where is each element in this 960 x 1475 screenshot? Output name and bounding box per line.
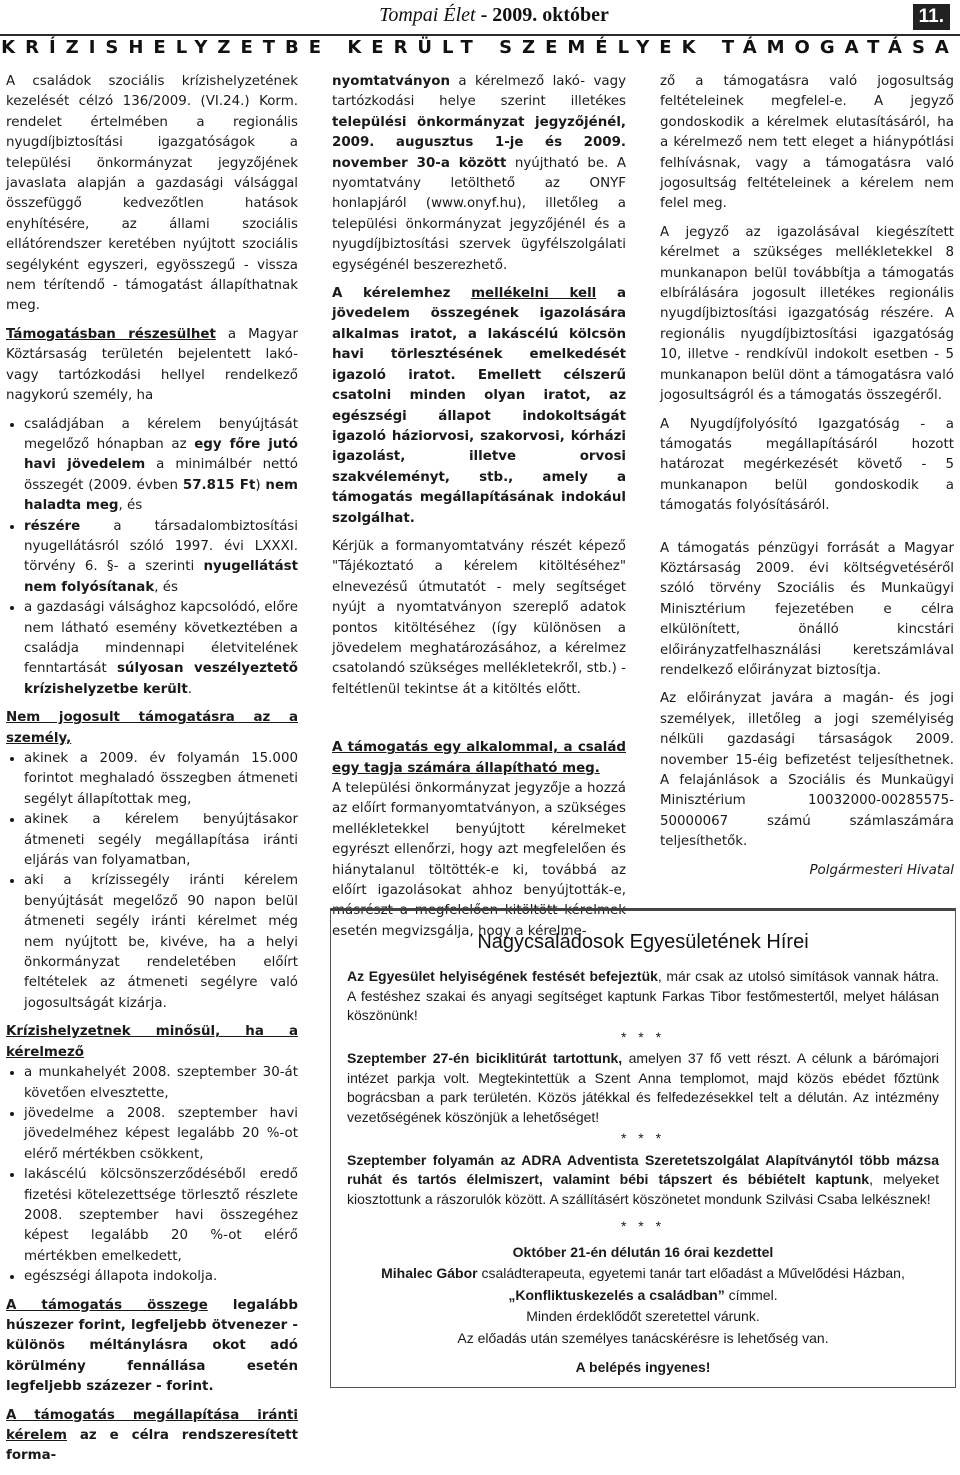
request-paragraph [6, 1406, 298, 1467]
text-span: részére [24, 518, 81, 534]
text-span: családjában a kérelem benyújtását megelőző hónapban az [24, 416, 298, 452]
news-item [347, 1049, 939, 1127]
eligibility-heading: Támogatásban részesülhet [6, 326, 216, 342]
page-header [0, 0, 960, 64]
list-item: • akinek a 2009. év folyamán 15.000 forintot meghaladó összegben átmeneti segélyt állapítottak meg, [24, 749, 298, 810]
text-span: nem haladta meg [24, 477, 298, 514]
text-span: a kérelmező lakó- vagy tartózkodási helye szerint illetékes [332, 74, 626, 110]
column-2 [332, 72, 626, 950]
publication-name: Tompai Élet [379, 4, 476, 26]
news-item [347, 967, 939, 1026]
not-eligible-heading: Nem jogosult támogatásra az a személy, [6, 710, 298, 746]
amount-paragraph [6, 1296, 298, 1398]
text-span: „Konfliktuskezelés a családban” [508, 1286, 725, 1303]
separator: * * * [620, 1218, 666, 1234]
text-span: Mihalec Gábor [381, 1265, 478, 1281]
text-span: a társadalombiztosítási nyugellátásról szóló 1997. évi LXXXI. törvény 6. §- a szerinti [24, 518, 298, 575]
text-span: nyomtatványon [332, 74, 451, 89]
header-bar [0, 0, 960, 36]
text-span: 57.815 Ft [182, 477, 256, 493]
eligibility-paragraph [6, 325, 298, 407]
list-item: • akinek a kérelem benyújtásakor átmeneti segély megállapítása iránti eljárás van folyamatban, [24, 810, 298, 871]
eligibility-list [6, 415, 298, 701]
text-span: Szeptember folyamán az ADRA Adventista Szeretetszolgálat Alapítványtól több mázsa ruhát és tartós élelmiszert, valamint bébi tápszert és bébiételt kaptunk [347, 1151, 939, 1187]
text-span: A kérelemhez [332, 286, 472, 302]
guide-paragraph: Kérjük a formanyomtatvány részét képező "Tájékoztató a kérelem kitöltéséhez" elnevezésű útmutatót - mely segítséget nyújt a nyomtatványon szereplő adatok pontos kitöltéséhez (így különösen a jövedelem meghatározásához, a kérelmez csatolandó szükséges mellékletekről, stb.) - feltétlenül tekintse át a kitöltés előtt. [332, 538, 626, 697]
attachments-paragraph [332, 284, 626, 529]
text-span: Szeptember 27-én biciklitúrát tartottunk, [347, 1050, 623, 1066]
separator: * * * [620, 1130, 666, 1146]
list-item [24, 415, 298, 517]
request-heading: A támogatás megállapítása iránti kérelem [6, 1407, 298, 1443]
publication-title [344, 4, 644, 27]
event-after: Az előadás után személyes tanácskérésre is lehetőség van. [457, 1329, 829, 1346]
event-free: A belépés ingyenes! [575, 1359, 711, 1375]
text-span: családterapeuta, egyetemi tanár tart előadást a Művelődési Házban, [477, 1265, 905, 1281]
box-body [347, 967, 939, 1380]
text-span: . [187, 681, 193, 697]
intro-paragraph: A családok szociális krízishelyzetének kezelését célzó 136/2009. (VI.24.) Korm. rendelet értelmében a regionális nyugdíjbiztosítási igazgatóságok a települési önkormányzat jegyzőjének javaslata alapján a gazdasági válsággal összefüggő kedvezőtlen hatások enyhítésére, az állami szociális ellátórendszer keretében nyújtott szociális segélyként egyszeri, egyösszegű - vissza nem térítendő - támogatást állapíthatnak meg. [6, 74, 298, 314]
column-1 [6, 72, 298, 1475]
list-item: • egészségi állapota indokolja. [24, 1267, 298, 1287]
not-eligible-list [6, 749, 298, 1014]
text-span: nyugellátást nem folyósítanak [24, 559, 298, 595]
list-item [24, 598, 298, 700]
section-title: KRÍZISHELYZETBE KERÜLT SZEMÉLYEK TÁMOGATÁSA [1, 37, 959, 58]
request-text: az e célra rendszeresített forma- [6, 1428, 298, 1464]
list-item [24, 517, 298, 599]
signature: Polgármesteri Hivatal [809, 862, 954, 878]
news-item [347, 1151, 939, 1210]
crisis-heading: Krízishelyzetnek minősül, ha a kérelmező [6, 1024, 298, 1060]
list-item: • jövedelme a 2008. szeptember havi jövedelméhez képest legalább 20 %-ot elérő mértékben csökkent, [24, 1104, 298, 1165]
publication-issue: - 2009. október [475, 4, 609, 26]
text-span: , melyeket kiosztottunk a rászorulók között. A szállításért köszönetet mondunk Szilvási Csaba lelkésznek! [347, 1171, 939, 1207]
amount-text: legalább húszezer forint, legfeljebb ötvenezer - különös méltánylásra okot adó körülmény fennállása esetén legfeljebb százezer - forint. [6, 1297, 298, 1395]
text-span: nyújtható be. A nyomtatvány letölthető az ONYF honlapjáról (www.onyf.hu), illetőleg a települési önkormányzat jegyzőjénél és a nyugdíjbiztosítási szervek ügyfélszolgálati egységénél beszerezhető. [332, 155, 626, 273]
text-span: súlyosan veszélyeztető krízishelyzetbe került [24, 661, 298, 697]
event-title: Október 21-én délután 16 órai kezdettel [512, 1243, 774, 1260]
event-topic [347, 1286, 939, 1306]
funding-paragraph: A támogatás pénzügyi forrását a Magyar Köztársaság 2009. évi költségvetéséről szóló törvény Szociális és Munkaügyi Minisztérium fejezetében e célra elkülönített, önálló kincstári előirányzatfelhasználási keretszámlával rendelkező előirányzat biztosítja. [660, 540, 954, 678]
association-news-box [330, 908, 956, 1388]
amount-heading: A támogatás összege [6, 1297, 208, 1313]
text-span: , és [118, 498, 143, 514]
box-title: Nagycsaládosok Egyesületének Hírei [477, 931, 809, 953]
eligibility-text: a Magyar Köztársaság területén bejelentett lakó- vagy tartózkodási hellyel rendelkező nagykorú személy, ha [6, 326, 298, 404]
separator: * * * [620, 1028, 666, 1045]
submission-paragraph [332, 72, 626, 276]
text-span: amelyen 37 fő vett részt. A célunk a bárómajori intézet parkja volt. Megtekintettük a Szent Anna templomot, majd közös ebédet főztünk bográcsban a park területén. Közös játékkal és felfedezésekkel telt a délután. Az intézmény vezetőségének köszönjük a lehetőséget! [347, 1050, 939, 1125]
text-span: mellékelni kell [471, 286, 597, 302]
list-item: • aki a krízissegély iránti kérelem benyújtását megelőző 90 napon belül átmeneti segély iránti kérelmet még nem nyújtott be, kivéve, ha a helyi önkormányzat rendeletében előírt feltételek az átmeneti segélyre való jogosultságát kizárja. [24, 871, 298, 1014]
text-span: ) [255, 477, 266, 493]
event-line [347, 1264, 939, 1284]
text-span: , már csak az utolsó simítások vannak hátra. A festéshez szakai és anyagi segítséget kaptunk Farkas Tibor festőmestertől, melyet hálásan köszönünk! [347, 968, 939, 1023]
payment-paragraph: A Nyugdíjfolyósító Igazgatóság - a támogatás megállapításáról hozott határozat megérkezését követő - 5 munkanapon belül gondoskodik a támogatás folyósításáról. [660, 416, 954, 514]
crisis-list [6, 1063, 298, 1287]
list-item: • a munkahelyét 2008. szeptember 30-át követően elvesztette, [24, 1063, 298, 1104]
clerk-cont-paragraph: ző a támogatásra való jogosultság feltételeinek megfelel-e. A jegyző gondoskodik a kérelmek elutasításáról, ha a kérelmező nem tett eleget a hiánypótlási felhívásnak, vagy a támogatásra való jogosultság feltételeinek a kérelem nem felel meg. [660, 74, 954, 212]
event-invite: Minden érdeklődőt szeretettel várunk. [526, 1308, 760, 1324]
text-span: települési önkormányzat jegyzőjénél, 2009. augusztus 1-je és 2009. november 30-a között [332, 114, 626, 171]
once-heading: A támogatás egy alkalommal, a család egy tagja számára állapítható meg. [332, 740, 626, 776]
list-item: • lakáscélú kölcsönszerződéséből eredő fizetési kötelezettsége törlesztő részlete 2008. szeptember havi összegéhez képest legalább 20 %-ot elérő mértékben emelkedett, [24, 1165, 298, 1267]
donation-paragraph: Az előirányzat javára a magán- és jogi személyek, illetőleg a jogi személyiség nélküli gazdasági társaságok 2009. november 15-éig befizetést teljesíthetnek. A felajánlások a Szociális és Munkaügyi Minisztérium 10032000-00285575-50000067 számú számlaszámára teljesíthetők. [660, 691, 954, 850]
text-span: egy főre jutó havi jövedelem [24, 436, 299, 473]
page-number: 11. [913, 4, 950, 30]
text-span: a minimálbér nettó összegét (2009. évben [24, 457, 298, 493]
text-span: , és [154, 579, 178, 595]
text-span: Az Egyesület helyiségének festését befejeztük [347, 968, 658, 984]
regional-paragraph: A jegyző az igazolásával kiegészített kérelmet a szükséges mellékletekkel 8 munkanapon belül továbbítja a támogatás elbírálására jogosult illetékes regionális nyugdíjbiztosítási igazgatóság részére. A regionális nyugdíjbiztosítási igazgatóság 10, illetve - rendkívül indokolt esetben - 5 munkanapon belül dönt a támogatásra való jogosultságról és a támogatás összegéről. [660, 224, 954, 404]
text-span: címmel. [724, 1286, 778, 1303]
text-span: a jövedelem összegének igazolására alkalmas iratot, a lakáscélú kölcsön havi törlesztésének emelkedését igazoló iratot. Emellett célszerű csatolni minden olyan iratot, az egészségi állapot indokoltságát igazoló háziorvosi, szakorvosi, kórházi igazolást, illetve orvosi szakvéleményt, stb., amely a támogatás megállapításának indokául szolgálhat. [332, 286, 626, 526]
clerk-paragraph: A települési önkormányzat jegyzője a hozzá az előírt formanyomtatványon, a szükséges mellékletekkel benyújtott kérelmeket egyrészt ellenőrzi, hogy azt megfelelően és hiánytalanul töltötték-e ki, továbbá az előírt igazolásokat ahhoz benyújtották-e, másrészt a megfelelően kitöltött kérelmek esetén megvizsgálja, hogy a kérelme- [332, 781, 626, 939]
column-3 [660, 72, 954, 889]
text-span: a gazdasági válsághoz kapcsolódó, előre nem látható esemény következtében a családja mindennapi életvitelének fenntartását [24, 600, 298, 677]
